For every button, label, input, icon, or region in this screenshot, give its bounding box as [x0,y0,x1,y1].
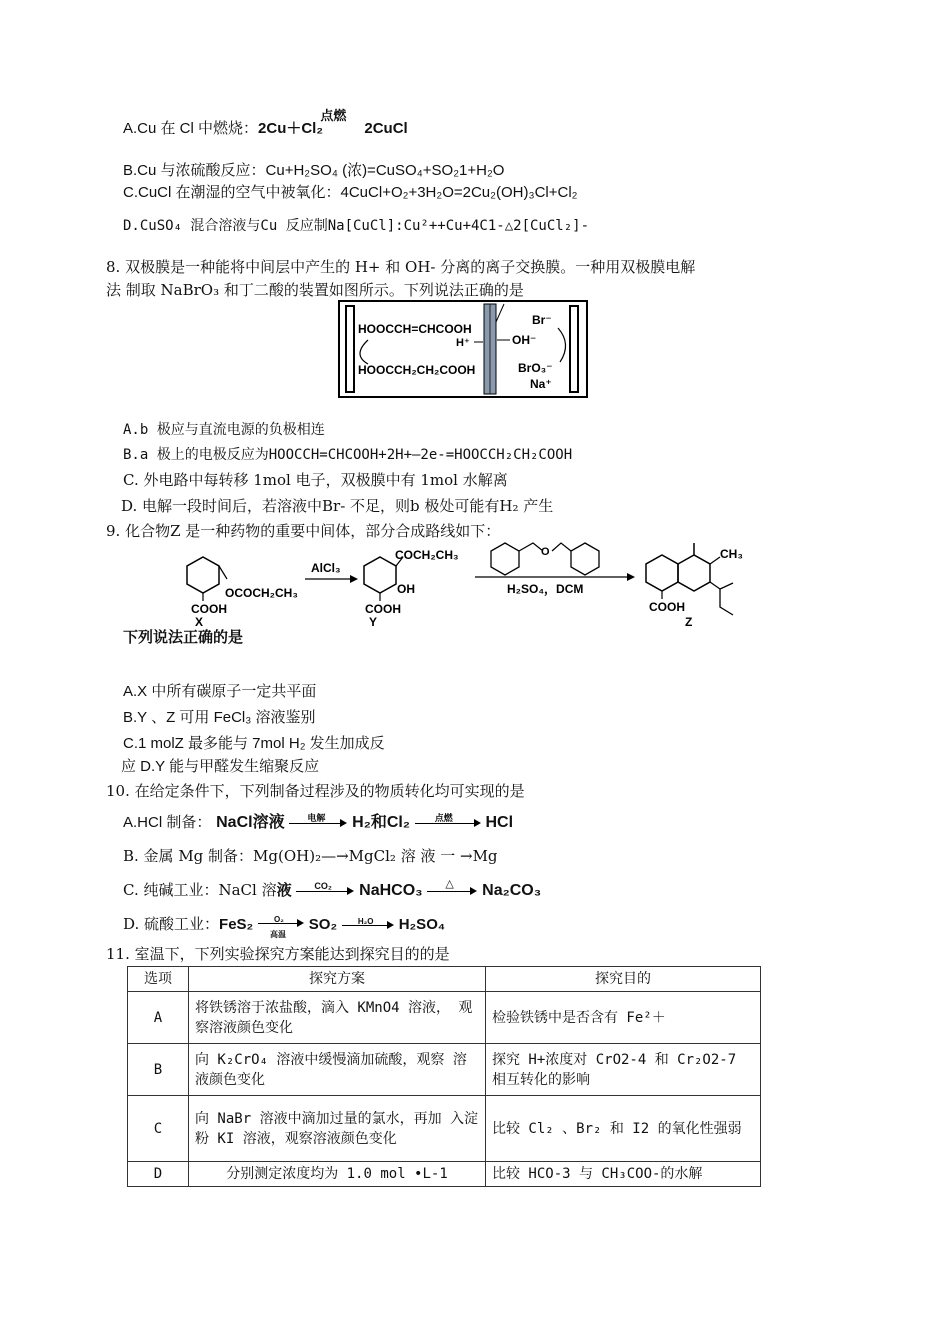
y-label: Y [369,615,378,629]
q10-a-s2: H₂和Cl₂ [352,814,410,831]
q8-stem-line2: 法 制取 NaBrO₃ 和丁二酸的装置如图所示。下列说法正确的是 [106,281,524,299]
q9-option-c: C.1 molZ 最多能与 7mol H₂ 发生加成反 [123,735,385,752]
q7-option-a-text: A.Cu 在 Cl 中燃烧： [123,120,259,137]
row-goal: 检验铁锈中是否含有 Fe²＋ [486,992,761,1044]
q7-a-arrow: 点燃 ₂ [316,108,347,137]
reagent-alcl3: AlCl₃ [311,561,341,575]
q10-d-label: D. 硫酸工业： [123,915,220,933]
q8-stem-line1: 8. 双极膜是一种能将中间层中产生的 H+ 和 OH- 分离的离子交换膜。一种用双极膜电解 [106,258,696,276]
q10-c-s1: 液 [276,882,292,899]
q10-a-arrow2 [415,813,481,830]
q10-a-s1: NaCl溶液 [216,814,285,831]
row-plan: 向 NaBr 溶液中滴加过量的氯水，再加 入淀粉 KI 溶液，观察溶液颜色变化 [189,1096,486,1162]
q7-option-d: D.CuSO₄ 混合溶液与Cu 反应制Na[CuCl]:Cu²++Cu+4C1-△2[CuCl₂]- [123,218,590,234]
z-label: Z [685,615,693,629]
q10-d-arrow1 [258,915,304,939]
q8-option-c: C. 外电路中每转移 1mol 电子，双极膜中有 1mol 水解离 [123,471,508,489]
label-h-plus: H⁺ [456,337,470,349]
z-benzene-ring [646,555,678,591]
q10-c-arrow1 [296,881,354,898]
y-oh: OH [397,582,415,596]
q10-c-s2: NaHCO₃ [359,882,423,899]
q10-c-arrow2 [427,878,477,898]
q10-c-cond1: CO₂ [314,881,332,891]
q10-option-a [123,812,513,833]
q10-d-cond1a: O₂ [274,915,284,924]
q8-option-b: B.a 极上的电极反应为HOOCCH=CHCOOH+2H+—2e-=HOOCCH₂CH₂COOH [123,447,573,463]
table-row [128,1096,761,1162]
y-cooh: COOH [365,602,401,616]
row-goal: 比较 Cl₂ 、Br₂ 和 I2 的氧化性强弱 [486,1096,761,1162]
q10-option-d [123,914,446,939]
q10-d-cond1b: 高温 [270,930,286,939]
q7-a-eq-right: 2CuCl [364,120,408,137]
q10-d-s1: FeS₂ [219,916,254,933]
table-row [128,992,761,1044]
q10-option-b: B. 金属 Mg 制备：Mg(OH)₂—→MgCl₂ 溶 液 一 →Mg [123,847,498,865]
q10-a-label: A.HCl 制备： [123,814,212,831]
electrode-b [570,306,578,392]
label-br-minus: Br⁻ [532,313,552,327]
label-succinic-acid: HOOCCH₂CH₂COOH [358,363,476,377]
z-methyl: CH₃ [720,547,743,561]
row-plan: 分别测定浓度均为 1.0 mol •L-1 [189,1162,486,1187]
x-benzene-ring [187,557,219,593]
q8-electrolysis-diagram [338,300,588,398]
x-cooh: COOH [191,602,227,616]
q9-option-b: B.Y 、Z 可用 FeCl₃ 溶液鉴别 [123,709,316,726]
q10-c-cond2: △ [445,878,454,890]
benzyl-ring-right [571,543,599,575]
benzyl-ring-left [491,543,519,575]
q10-stem: 10. 在给定条件下，下列制备过程涉及的物质转化均可实现的是 [106,782,525,800]
row-option: D [128,1162,189,1187]
q8-option-d: D. 电解一段时间后，若溶液中Br- 不足，则b 极处可能有H₂ 产生 [121,497,554,515]
label-oh-minus: OH⁻ [512,333,537,347]
x-substituent: OCOCH₂CH₃ [225,586,298,600]
table-header-row [128,967,761,992]
q10-d-s2: SO₂ [308,916,338,933]
y-benzene-ring [364,557,396,593]
label-na-plus: Na⁺ [530,377,552,391]
q10-a-arrow1 [289,813,347,830]
row-plan: 将铁锈溶于浓盐酸，滴入 KMnO4 溶液， 观察溶液颜色变化 [189,992,486,1044]
q9-option-d: 应 D.Y 能与甲醛发生缩聚反应 [121,758,320,775]
label-fumaric-acid: HOOCCH=CHCOOH [358,322,472,336]
row-goal: 比较 HCO-3 与 CH₃COO-的水解 [486,1162,761,1187]
q10-option-c [123,880,541,901]
q9-synthesis-route [175,537,775,629]
q9-stem: 9. 化合物Z 是一种药物的重要中间体，部分合成路线如下： [106,522,501,540]
q7-option-b: B.Cu 与浓硫酸反应：Cu+H₂SO₄ (浓)=CuSO₄+SO₂1+H₂O [123,162,505,179]
q11-stem: 11. 室温下，下列实验探究方案能达到探究目的的是 [106,945,450,963]
q10-c-label: C. 纯碱工业：NaCl 溶 [123,881,277,899]
row-option: A [128,992,189,1044]
row-plan: 向 K₂CrO₄ 溶液中缓慢滴加硫酸，观察 溶液颜色变化 [189,1044,486,1096]
table-row [128,1162,761,1187]
q7-a-cond: 点燃 [320,108,347,123]
q10-a-cond1: 电解 [307,813,326,823]
row-option: B [128,1044,189,1096]
q10-a-cond2: 点燃 [434,813,453,823]
q10-a-s3: HCl [485,814,514,831]
q9-option-a: A.X 中所有碳原子一定共平面 [123,683,317,700]
electrode-a [346,306,354,392]
header-goal: 探究目的 [486,967,761,992]
x-label: X [195,615,204,629]
q7-option-a [123,108,408,139]
q11-table [127,966,761,1187]
reagent-h2so4-dcm: H₂SO₄，DCM [507,582,584,596]
z-pyranone-ring [678,555,710,591]
ether-oxygen: O [541,546,550,558]
q9-question: 下列说法正确的是 [123,629,244,646]
q10-d-cond2: H₂O [357,917,374,926]
q10-c-s3: Na₂CO₃ [482,882,542,899]
z-cooh: COOH [649,600,685,614]
row-goal: 探究 H+浓度对 CrO2-4 和 Cr₂O2-7 相互转化的影响 [486,1044,761,1096]
q7-option-c: C.CuCl 在潮湿的空气中被氧化：4CuCl+O₂+3H₂O=2Cu₂(OH)₃Cl+Cl₂ [123,184,578,201]
z-phenyl-ring [720,583,733,615]
q8-option-a: A.b 极应与直流电源的负极相连 [123,422,325,438]
label-bro3-minus: BrO₃⁻ [518,361,553,375]
header-option: 选项 [128,967,189,992]
y-substituent: COCH₂CH₃ [395,548,459,562]
q10-d-s3: H₂SO₄ [398,916,446,933]
q7-a-eq-left: 2Cu＋Cl [258,120,317,137]
header-plan: 探究方案 [189,967,486,992]
q10-d-arrow2 [342,918,394,932]
table-row [128,1044,761,1096]
row-option: C [128,1096,189,1162]
